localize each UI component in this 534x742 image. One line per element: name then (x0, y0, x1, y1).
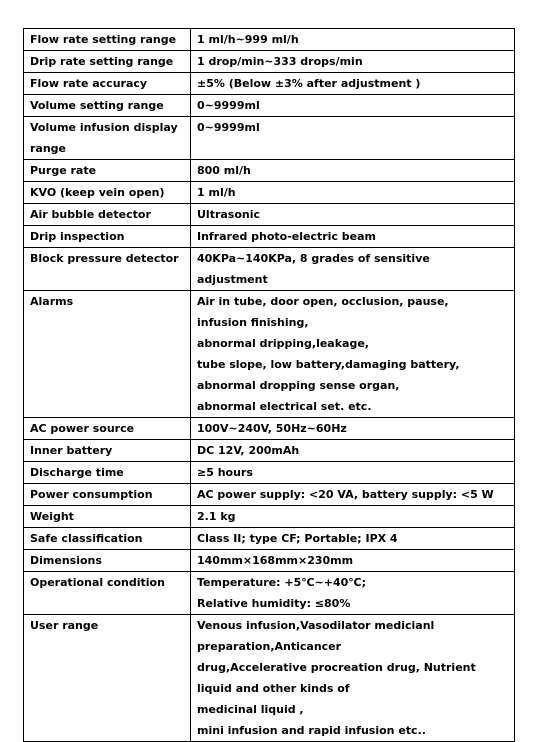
spec-value: adjustment (197, 273, 268, 286)
spec-value-cell (191, 117, 515, 160)
spec-value-cell (191, 440, 515, 462)
spec-value-cell (191, 291, 515, 418)
spec-row (24, 440, 515, 462)
spec-label: Volume infusion display (30, 121, 178, 134)
spec-value-cell (191, 418, 515, 440)
spec-value: 800 ml/h (197, 164, 251, 177)
spec-row (24, 226, 515, 248)
spec-value-cell (191, 572, 515, 615)
spec-label: User range (30, 619, 99, 632)
spec-value: preparation,Anticancer (197, 640, 342, 653)
spec-value: Ultrasonic (197, 208, 261, 221)
spec-value: Venous infusion,Vasodilator medicianl (197, 619, 435, 632)
spec-label: Dimensions (30, 554, 102, 567)
spec-row (24, 291, 515, 418)
spec-value: 2.1 kg (197, 510, 236, 523)
spec-label: Weight (30, 510, 74, 523)
spec-label: Inner battery (30, 444, 113, 457)
spec-label-cell (24, 484, 191, 506)
spec-row (24, 117, 515, 160)
spec-value-cell (191, 95, 515, 117)
spec-value: liquid and other kinds of (197, 682, 350, 695)
spec-row (24, 506, 515, 528)
spec-label: Flow rate setting range (30, 33, 177, 46)
spec-value: Class II; type CF; Portable; IPX 4 (197, 532, 398, 545)
spec-value: DC 12V, 200mAh (197, 444, 300, 457)
spec-value-cell (191, 51, 515, 73)
spec-label: Block pressure detector (30, 252, 179, 265)
spec-value: 0~9999ml (197, 99, 260, 112)
spec-label-cell (24, 73, 191, 95)
spec-value-cell (191, 73, 515, 95)
spec-value: 140mm×168mm×230mm (197, 554, 354, 567)
spec-label-cell (24, 117, 191, 160)
spec-label-cell (24, 440, 191, 462)
spec-value: AC power supply: <20 VA, battery supply: <5 W (197, 488, 494, 501)
spec-row (24, 418, 515, 440)
spec-value: infusion finishing, (197, 316, 309, 329)
spec-label-cell (24, 248, 191, 291)
spec-label: Flow rate accuracy (30, 77, 148, 90)
spec-value-cell (191, 528, 515, 550)
spec-row (24, 572, 515, 615)
spec-label-cell (24, 572, 191, 615)
spec-value-cell (191, 160, 515, 182)
spec-label: AC power source (30, 422, 135, 435)
spec-row (24, 182, 515, 204)
spec-value-cell (191, 204, 515, 226)
spec-value: mini infusion and rapid infusion etc.. (197, 724, 426, 737)
spec-value-cell (191, 29, 515, 51)
spec-value: tube slope, low battery,damaging battery, (197, 358, 460, 371)
spec-label: Discharge time (30, 466, 124, 479)
spec-table-body (24, 29, 515, 742)
spec-row (24, 29, 515, 51)
spec-value: drug,Accelerative procreation drug, Nutrient (197, 661, 476, 674)
spec-value: medicinal liquid , (197, 703, 304, 716)
spec-label-cell (24, 29, 191, 51)
spec-value-cell (191, 462, 515, 484)
spec-row (24, 204, 515, 226)
spec-label: Volume setting range (30, 99, 164, 112)
spec-row (24, 615, 515, 742)
spec-table (23, 28, 515, 742)
spec-value-cell (191, 182, 515, 204)
spec-value: ≥5 hours (197, 466, 253, 479)
spec-label-cell (24, 226, 191, 248)
spec-value: abnormal electrical set. etc. (197, 400, 372, 413)
spec-value-cell (191, 506, 515, 528)
spec-label-cell (24, 291, 191, 418)
spec-label: Purge rate (30, 164, 97, 177)
spec-label: Drip rate setting range (30, 55, 174, 68)
spec-label: range (30, 142, 67, 155)
spec-value: ±5% (Below ±3% after adjustment ) (197, 77, 421, 90)
spec-value: Relative humidity: ≤80% (197, 597, 351, 610)
spec-value: 100V~240V, 50Hz~60Hz (197, 422, 347, 435)
spec-value: 1 ml/h~999 ml/h (197, 33, 299, 46)
spec-value: 0~9999ml (197, 121, 260, 134)
spec-value: Temperature: +5℃~+40℃; (197, 576, 367, 589)
spec-label: Safe classification (30, 532, 143, 545)
spec-label-cell (24, 204, 191, 226)
spec-label-cell (24, 182, 191, 204)
spec-value-cell (191, 248, 515, 291)
spec-value: Air in tube, door open, occlusion, pause, (197, 295, 449, 308)
spec-label-cell (24, 160, 191, 182)
spec-row (24, 248, 515, 291)
spec-label-cell (24, 95, 191, 117)
spec-label: Air bubble detector (30, 208, 151, 221)
spec-row (24, 95, 515, 117)
spec-label: KVO (keep vein open) (30, 186, 165, 199)
spec-label: Alarms (30, 295, 74, 308)
spec-value: 1 drop/min~333 drops/min (197, 55, 363, 68)
spec-value: abnormal dropping sense organ, (197, 379, 400, 392)
spec-value: abnormal dripping,leakage, (197, 337, 369, 350)
spec-label-cell (24, 615, 191, 742)
spec-row (24, 160, 515, 182)
spec-row (24, 73, 515, 95)
spec-label: Operational condition (30, 576, 165, 589)
spec-value: 40KPa~140KPa, 8 grades of sensitive (197, 252, 430, 265)
spec-value-cell (191, 226, 515, 248)
spec-row (24, 528, 515, 550)
spec-row (24, 462, 515, 484)
spec-label-cell (24, 528, 191, 550)
spec-label: Drip inspection (30, 230, 125, 243)
spec-row (24, 51, 515, 73)
spec-label-cell (24, 418, 191, 440)
spec-label-cell (24, 51, 191, 73)
spec-value: 1 ml/h (197, 186, 236, 199)
spec-value: Infrared photo-electric beam (197, 230, 377, 243)
spec-label: Power consumption (30, 488, 153, 501)
spec-label-cell (24, 550, 191, 572)
spec-row (24, 484, 515, 506)
spec-label-cell (24, 462, 191, 484)
spec-label-cell (24, 506, 191, 528)
spec-value-cell (191, 484, 515, 506)
spec-value-cell (191, 615, 515, 742)
spec-value-cell (191, 550, 515, 572)
spec-row (24, 550, 515, 572)
